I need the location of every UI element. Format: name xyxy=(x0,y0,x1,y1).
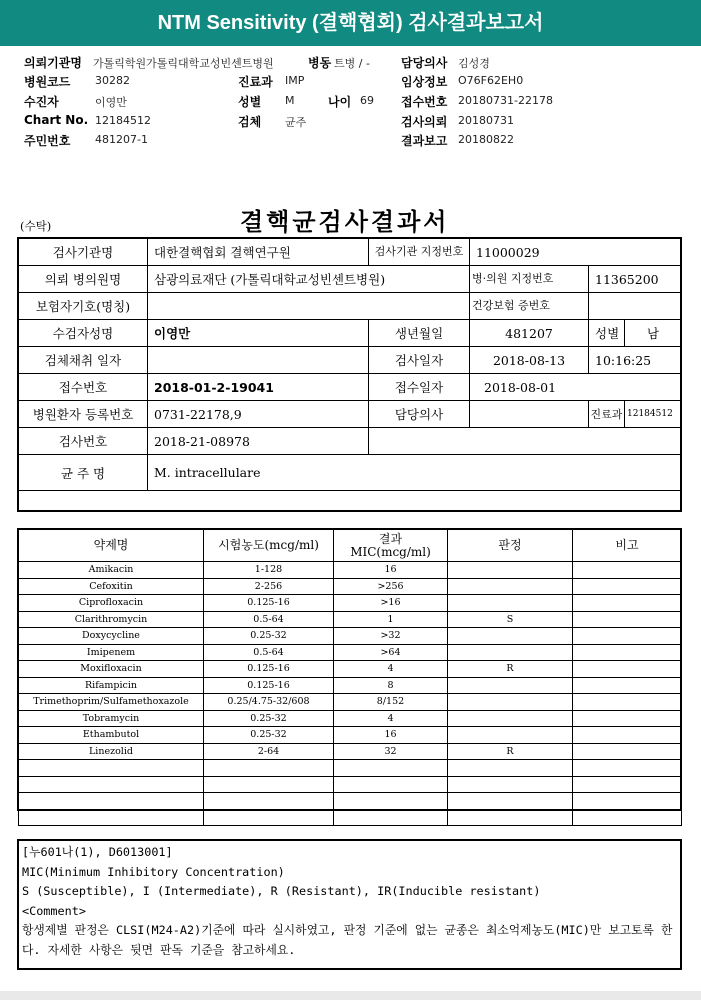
age-label: 나이 xyxy=(328,95,352,109)
notes-comment: 항생제별 판정은 CLSI(M24-A2)기준에 따라 실시하였고, 판정 기준에 없는 균종은 최소억제농도(MIC)만 보고토록 한다. 자세한 사항은 뒷면 판독 기준을 참고하세요. xyxy=(22,923,673,957)
drug-cell-mic: 1 xyxy=(334,611,448,628)
collect-label: 검체채취 일자 xyxy=(19,347,148,374)
receipt-value-cell: 2018-01-2-19041 xyxy=(148,374,369,401)
drug-cell-mic: >32 xyxy=(334,628,448,645)
doctor-label-cell: 담당의사 xyxy=(369,401,470,428)
patient-info-table xyxy=(18,238,682,491)
drug-cell-judgement: S xyxy=(448,611,573,628)
drug-row xyxy=(19,661,682,678)
notes-box xyxy=(17,839,682,970)
dept-value-cell: 12184512 xyxy=(625,401,682,428)
institution-value: 가톨릭학원가톨릭대학교성빈센트병원 xyxy=(93,57,274,70)
receipt-date-label: 접수일자 xyxy=(369,374,470,401)
drug-cell-mic xyxy=(334,760,448,777)
drug-row xyxy=(19,760,682,777)
drug-cell-mic: 16 xyxy=(334,562,448,579)
hospcode-value: 30282 xyxy=(95,74,130,87)
drug-cell-drug: Amikacin xyxy=(19,562,204,579)
report-date-label: 결과보고 xyxy=(401,134,448,148)
sex-label: 성별 xyxy=(238,95,262,109)
drug-cell-range: 1-128 xyxy=(204,562,334,579)
drug-cell-range: 0.25/4.75-32/608 xyxy=(204,694,334,711)
col-mic-top: 결과 xyxy=(378,531,403,546)
drug-row xyxy=(19,809,682,826)
drug-row xyxy=(19,694,682,711)
drug-cell-remark xyxy=(573,611,682,628)
drug-cell-range: 0.125-16 xyxy=(204,661,334,678)
receipt-label-cell: 접수번호 xyxy=(19,374,148,401)
drug-cell-drug: Clarithromycin xyxy=(19,611,204,628)
drug-cell-range: 0.25-32 xyxy=(204,727,334,744)
ref-value: 삼광의료재단 (가톨릭대학교성빈센트병원) xyxy=(148,266,470,293)
drug-row xyxy=(19,710,682,727)
drug-row xyxy=(19,727,682,744)
test-date-label: 검사일자 xyxy=(369,347,470,374)
drug-cell-mic xyxy=(334,776,448,793)
report-title: NTM Sensitivity (결핵협회) 검사결과보고서 xyxy=(0,0,701,46)
drug-cell-drug xyxy=(19,793,204,810)
drug-cell-drug: Trimethoprim/Sulfamethoxazole xyxy=(19,694,204,711)
drug-row xyxy=(19,677,682,694)
request-value: 20180731 xyxy=(458,114,514,127)
lab-code-value: 11000029 xyxy=(470,239,682,266)
insured-value xyxy=(148,293,470,320)
strain-label: 균 주 명 xyxy=(19,455,148,491)
request-label: 검사의뢰 xyxy=(401,115,448,129)
chart-label: Chart No. xyxy=(24,113,89,127)
drug-cell-range: 0.125-16 xyxy=(204,595,334,612)
drug-cell-mic xyxy=(334,809,448,826)
drug-cell-mic xyxy=(334,793,448,810)
patient-value: 이영만 xyxy=(95,96,127,109)
clinical-label: 임상정보 xyxy=(401,75,448,89)
drug-row xyxy=(19,562,682,579)
drug-cell-remark xyxy=(573,694,682,711)
drug-cell-remark xyxy=(573,793,682,810)
drug-cell-judgement xyxy=(448,793,573,810)
drug-cell-drug: Tobramycin xyxy=(19,710,204,727)
drug-row xyxy=(19,644,682,661)
drug-cell-judgement xyxy=(448,710,573,727)
drug-cell-judgement xyxy=(448,776,573,793)
drug-cell-remark xyxy=(573,727,682,744)
drug-cell-judgement xyxy=(448,727,573,744)
drug-cell-mic: 32 xyxy=(334,743,448,760)
lab-code-label: 검사기관 지정번호 xyxy=(369,239,470,266)
drug-cell-mic: >16 xyxy=(334,595,448,612)
exam-no-spacer xyxy=(369,428,682,455)
scanned-report xyxy=(0,156,701,991)
susceptibility-table xyxy=(18,529,682,826)
sex-value-cell: 남 xyxy=(625,320,682,347)
col-mic xyxy=(334,530,448,562)
collect-value xyxy=(148,347,369,374)
exam-no-value: 2018-21-08978 xyxy=(148,428,369,455)
ref-label: 의뢰 병의원명 xyxy=(19,266,148,293)
page-bottom-strip xyxy=(0,991,701,1000)
drug-cell-remark xyxy=(573,776,682,793)
drug-cell-range: 0.125-16 xyxy=(204,677,334,694)
copy-label: (수탁) xyxy=(20,219,52,233)
sex-label-cell: 성별 xyxy=(589,320,625,347)
test-date-value: 2018-08-13 xyxy=(470,347,589,374)
drug-cell-drug: Cefoxitin xyxy=(19,578,204,595)
drug-cell-drug xyxy=(19,776,204,793)
ref-code-value: 11365200 xyxy=(589,266,682,293)
drug-cell-judgement xyxy=(448,677,573,694)
drug-cell-remark xyxy=(573,562,682,579)
notes-legend: S (Susceptible), I (Intermediate), R (Resistant), IR(Inducible resistant) xyxy=(22,884,541,899)
notes-mic-definition: MIC(Minimum Inhibitory Concentration) xyxy=(22,864,285,879)
drug-cell-range: 2-256 xyxy=(204,578,334,595)
drug-row xyxy=(19,793,682,810)
health-no-value xyxy=(589,293,682,320)
hospcode-label: 병원코드 xyxy=(24,75,71,89)
drug-cell-drug xyxy=(19,760,204,777)
drug-cell-drug: Moxifloxacin xyxy=(19,661,204,678)
drug-cell-judgement xyxy=(448,578,573,595)
hosp-reg-label: 병원환자 등록번호 xyxy=(19,401,148,428)
drug-cell-judgement xyxy=(448,595,573,612)
drug-cell-mic: 4 xyxy=(334,661,448,678)
drug-cell-remark xyxy=(573,661,682,678)
drug-cell-judgement xyxy=(448,562,573,579)
drug-cell-remark xyxy=(573,677,682,694)
health-no-label: 건강보험 증번호 xyxy=(470,293,589,320)
drug-cell-drug xyxy=(19,809,204,826)
drug-cell-judgement: R xyxy=(448,661,573,678)
drug-row xyxy=(19,743,682,760)
drug-cell-judgement xyxy=(448,760,573,777)
regno-label: 주민번호 xyxy=(24,134,71,148)
drug-cell-remark xyxy=(573,809,682,826)
col-mic-bottom: MIC(mcg/ml) xyxy=(350,544,431,559)
drug-cell-remark xyxy=(573,743,682,760)
birth-label: 생년월일 xyxy=(369,320,470,347)
receipt-value: 20180731-22178 xyxy=(458,94,553,107)
drug-cell-range xyxy=(204,809,334,826)
patient-label: 수진자 xyxy=(24,95,59,109)
drug-cell-mic: >64 xyxy=(334,644,448,661)
drug-cell-remark xyxy=(573,710,682,727)
drug-cell-drug: Imipenem xyxy=(19,644,204,661)
institution-label: 의뢰기관명 xyxy=(24,56,82,70)
ref-code-label: 병·의원 지정번호 xyxy=(470,266,589,293)
age-value: 69 xyxy=(360,94,374,107)
dept-label-cell: 진료과 xyxy=(589,401,625,428)
drug-cell-drug: Rifampicin xyxy=(19,677,204,694)
drug-cell-range xyxy=(204,776,334,793)
drug-cell-range: 0.5-64 xyxy=(204,611,334,628)
lab-label: 검사기관명 xyxy=(19,239,148,266)
drug-cell-judgement: R xyxy=(448,743,573,760)
drug-cell-mic: >256 xyxy=(334,578,448,595)
drug-cell-range xyxy=(204,760,334,777)
receipt-label: 접수번호 xyxy=(401,95,448,109)
ward-value: 트병 / - xyxy=(334,57,370,70)
drug-cell-remark xyxy=(573,644,682,661)
drug-cell-drug: Ciprofloxacin xyxy=(19,595,204,612)
report-header xyxy=(0,46,701,156)
test-time-value: 10:16:25 xyxy=(589,347,682,374)
drug-cell-range xyxy=(204,793,334,810)
drug-row xyxy=(19,628,682,645)
name-value: 이영만 xyxy=(148,320,369,347)
drug-cell-judgement xyxy=(448,628,573,645)
drug-cell-range: 0.5-64 xyxy=(204,644,334,661)
hosp-reg-value: 0731-22178,9 xyxy=(148,401,369,428)
drug-cell-mic: 8/152 xyxy=(334,694,448,711)
drug-cell-remark xyxy=(573,760,682,777)
insured-label: 보험자기호(명칭) xyxy=(19,293,148,320)
notes-code: [누601나(1), D6013001] xyxy=(22,845,173,859)
doctor-value: 김성경 xyxy=(458,57,490,70)
col-judgement: 판정 xyxy=(448,530,573,562)
col-drug: 약제명 xyxy=(19,530,204,562)
drug-cell-remark xyxy=(573,595,682,612)
drug-cell-remark xyxy=(573,628,682,645)
document-title: 결핵균검사결과서 xyxy=(240,207,450,236)
col-remark: 비고 xyxy=(573,530,682,562)
drug-cell-drug: Ethambutol xyxy=(19,727,204,744)
drug-cell-judgement xyxy=(448,644,573,661)
doctor-label: 담당의사 xyxy=(401,56,448,70)
col-range: 시험농도(mcg/ml) xyxy=(204,530,334,562)
strain-value: M. intracellulare xyxy=(148,455,682,491)
notes-comment-label: <Comment> xyxy=(22,903,86,918)
drug-cell-mic: 8 xyxy=(334,677,448,694)
dept-value: IMP xyxy=(285,74,305,87)
birth-value: 481207 xyxy=(470,320,589,347)
drug-cell-range: 0.25-32 xyxy=(204,710,334,727)
doctor-value-cell xyxy=(470,401,589,428)
report-date-value: 20180822 xyxy=(458,133,514,146)
drug-row xyxy=(19,595,682,612)
receipt-date-value: 2018-08-01 xyxy=(470,374,682,401)
drug-row xyxy=(19,611,682,628)
ward-label: 병동 xyxy=(308,56,332,70)
drug-cell-mic: 16 xyxy=(334,727,448,744)
exam-no-label: 검사번호 xyxy=(19,428,148,455)
drug-cell-range: 2-64 xyxy=(204,743,334,760)
drug-cell-mic: 4 xyxy=(334,710,448,727)
dept-label: 진료과 xyxy=(238,75,273,89)
specimen-label: 검체 xyxy=(238,115,262,129)
drug-cell-remark xyxy=(573,578,682,595)
drug-cell-drug: Linezolid xyxy=(19,743,204,760)
drug-row xyxy=(19,776,682,793)
regno-value: 481207-1 xyxy=(95,133,148,146)
name-label: 수검자성명 xyxy=(19,320,148,347)
specimen-value: 균주 xyxy=(285,116,307,129)
drug-row xyxy=(19,578,682,595)
lab-value: 대한결핵협회 결핵연구원 xyxy=(148,239,369,266)
drug-cell-judgement xyxy=(448,809,573,826)
chart-value: 12184512 xyxy=(95,114,151,127)
drug-cell-drug: Doxycycline xyxy=(19,628,204,645)
drug-cell-range: 0.25-32 xyxy=(204,628,334,645)
clinical-value: O76F62EH0 xyxy=(458,74,524,87)
drug-cell-judgement xyxy=(448,694,573,711)
sex-value: M xyxy=(285,94,295,107)
